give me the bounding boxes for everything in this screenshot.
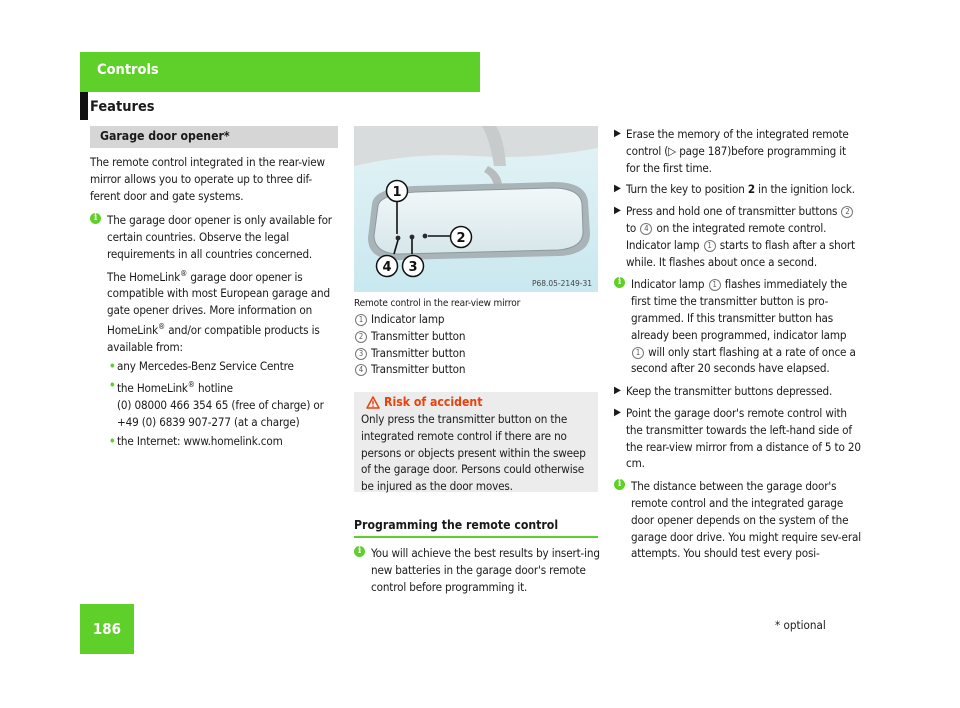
info-note: i The distance between the garage door's remote control and the integrated garage door opener depends on the system of the garage door drive. You might require sev-eral attempts. You should test every posi- [614, 478, 862, 562]
warning-box [354, 392, 598, 492]
programming-info [354, 545, 602, 595]
warning-title: Risk of accident [384, 395, 483, 409]
legend-item: 2 Transmitter button [354, 328, 598, 345]
legend-item: 4 Transmitter button [354, 361, 598, 378]
instruction-step: ▶ Turn the key to position 2 in the ignition lock. [614, 182, 855, 197]
section-heading [90, 126, 338, 148]
step-arrow-icon: ▶ [614, 385, 621, 397]
callout-1 [387, 181, 408, 202]
svg-text:2: 2 [456, 231, 466, 246]
figure-legend [354, 296, 598, 378]
mirror-figure [354, 126, 598, 292]
step-arrow-icon: ▶ [614, 406, 621, 418]
page-number-box [80, 604, 134, 654]
section-heading-text: Garage door opener* [100, 129, 230, 143]
page-title: Features [90, 99, 155, 115]
instruction-step: ▶ Keep the transmitter buttons depressed. [614, 384, 833, 399]
list-item: • the HomeLink® hotline (0) 08000 466 354 65 (free of charge) or +49 (0) 6839 907-277 (at a charge) [109, 378, 324, 429]
optional-footnote: * optional [775, 618, 826, 632]
right-column [614, 126, 862, 562]
subsection-heading: Programming the remote control [354, 518, 559, 532]
section-title: Controls [97, 62, 159, 78]
info-icon: i [614, 479, 625, 490]
instruction-step: ▶ Press and hold one of transmitter buttons 2 to 4 on the integrated remote control. Indicator lamp 1 starts to flash after a short while. It flashes about once a second. [614, 204, 855, 269]
mirror-illustration [354, 126, 598, 292]
step-arrow-icon: ▶ [614, 183, 621, 195]
callout-2 [451, 227, 472, 248]
page-number: 186 [92, 620, 122, 638]
info-icon: i [614, 277, 625, 288]
info-icon: i [90, 213, 101, 224]
info-note-homelink: The HomeLink® garage door opener is compatible with most European garage and gate opener drives. More information on HomeLink® and/or compatible products is available from: [107, 268, 330, 354]
legend-item: 1 Indicator lamp [354, 311, 598, 328]
info-note: i Indicator lamp 1 flashes immediately the first time the transmitter button is pro-grammed. If this transmitter button has already been programmed, indicator lamp 1 will only start flashing at a rate of once a second after 20 seconds have elapsed. [614, 276, 862, 377]
info-note [90, 212, 340, 355]
legend-item: 3 Transmitter button [354, 345, 598, 362]
warning-text: Only press the transmitter button on the integrated remote control if there are no persons or objects present within the sweep of the garage door. Persons could otherwise be injured as the door moves. [361, 412, 586, 494]
list-item: • the Internet: www.homelink.com [109, 433, 283, 448]
figure-code: P68.05-2149-31 [531, 279, 592, 288]
svg-text:3: 3 [408, 260, 418, 275]
heading-rule [354, 536, 598, 538]
left-column [90, 154, 340, 449]
svg-text:1: 1 [392, 185, 402, 200]
svg-text:4: 4 [382, 260, 392, 275]
callout-4 [377, 256, 398, 277]
list-item: • any Mercedes-Benz Service Centre [109, 359, 294, 374]
info-note: i You will achieve the best results by insert-ing new batteries in the garage door's remote control before programming it. [354, 545, 602, 595]
warning-triangle-icon [366, 396, 380, 409]
section-tab [80, 52, 480, 92]
instruction-step: ▶ Point the garage door's remote control with the transmitter towards the left-hand side of the rear-view mirror from a distance of 5 to 20 cm. [614, 405, 861, 471]
callout-3 [403, 256, 424, 277]
step-arrow-icon: ▶ [614, 205, 621, 217]
intro-paragraph: The remote control integrated in the rear-view mirror allows you to operate up to three dif-ferent door and gate systems. [90, 155, 325, 203]
info-note-text: The garage door opener is only available for certain countries. Observe the legal requirements in all countries concerned. [107, 213, 332, 261]
header-marker [80, 92, 88, 120]
figure-caption: Remote control in the rear-view mirror [354, 298, 521, 309]
step-arrow-icon: ▶ [614, 128, 621, 139]
instruction-step: ▶ Erase the memory of the integrated remote control (▷ page 187)before programming it for the first time. [614, 127, 849, 175]
info-icon: i [354, 546, 365, 557]
